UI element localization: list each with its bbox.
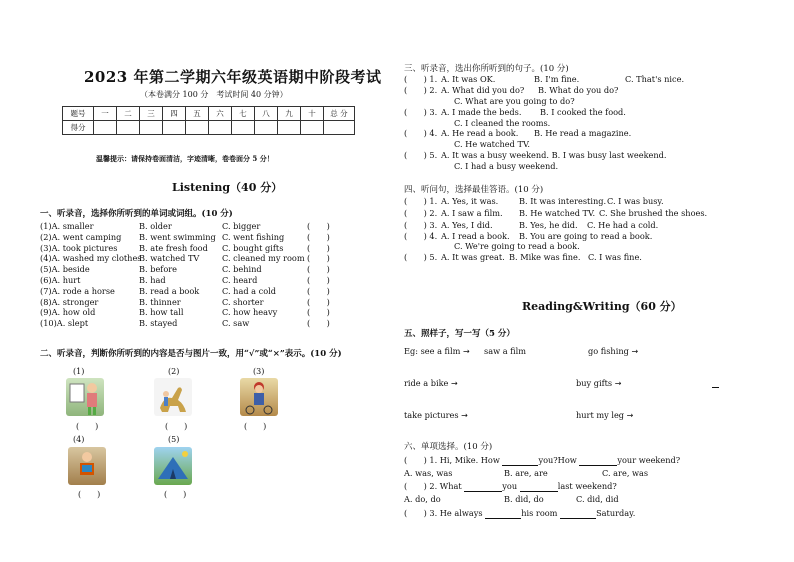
option[interactable]: A. I saw a film.: [441, 208, 503, 218]
question-text: Saturday.: [596, 508, 636, 518]
option[interactable]: C. bought gifts: [222, 242, 284, 253]
score-cell: 十: [301, 107, 324, 121]
question-number: ( ) 1.: [404, 196, 438, 206]
answer-paren[interactable]: ( ): [307, 285, 330, 296]
question-text: your weekend?: [617, 455, 681, 465]
question-number: ( ) 5.: [404, 150, 438, 160]
option[interactable]: C. He watched TV.: [454, 139, 531, 149]
arrow-icon: →: [461, 411, 468, 420]
question-number: ( ) 3.: [404, 107, 438, 117]
option[interactable]: C. had a cold: [222, 285, 277, 296]
option[interactable]: B. Mike was fine.: [509, 252, 581, 262]
score-cell: 八: [255, 107, 278, 121]
rewrite-item: [576, 410, 633, 420]
arrow-icon: →: [614, 379, 622, 388]
question-text: his room: [521, 508, 558, 518]
option[interactable]: A. Yes, it was.: [441, 196, 499, 206]
question-text: What: [439, 481, 462, 491]
answer-blank[interactable]: [560, 508, 596, 519]
answer-paren[interactable]: ( ): [307, 231, 330, 242]
rewrite-item: [404, 378, 458, 388]
question-number: ( ) 5.: [404, 252, 438, 262]
question-text: you?How: [538, 455, 577, 465]
option[interactable]: B. Yes, he did.: [519, 220, 578, 230]
option[interactable]: A. do, do: [404, 494, 441, 504]
answer-blank[interactable]: [712, 378, 719, 388]
score-cell: 七: [232, 107, 255, 121]
arrow-icon: →: [626, 411, 634, 420]
picture-label: (4): [73, 435, 85, 444]
score-input-cell[interactable]: [255, 121, 278, 135]
example-label: Eg: see a film: [404, 346, 461, 356]
question-number: ( ) 4.: [404, 231, 438, 241]
answer-blank[interactable]: [520, 481, 558, 492]
score-input-cell[interactable]: [324, 121, 355, 135]
option[interactable]: (7)A. rode a horse: [40, 285, 115, 296]
section-4-heading: 四、听问句，选择最佳答语。(10 分): [404, 185, 544, 195]
answer-blank[interactable]: [579, 455, 617, 466]
score-input-cell[interactable]: [94, 121, 117, 135]
option[interactable]: (5)A. beside: [40, 264, 90, 275]
score-input-cell[interactable]: [186, 121, 209, 135]
score-cell: 二: [117, 107, 140, 121]
question-number: ( ) 1.: [404, 455, 438, 465]
score-input-cell[interactable]: [140, 121, 163, 135]
option[interactable]: B. He read a magazine.: [534, 128, 632, 138]
answer-paren[interactable]: ( ): [76, 422, 99, 431]
answer-paren[interactable]: ( ): [307, 253, 330, 264]
rewrite-item-text: go fishing: [588, 346, 629, 356]
score-cell: 九: [278, 107, 301, 121]
answer-paren[interactable]: ( ): [165, 422, 188, 431]
option[interactable]: C. cleaned my room: [222, 253, 305, 264]
answer-paren[interactable]: ( ): [307, 242, 330, 253]
option[interactable]: (1)A. smaller: [40, 221, 94, 231]
score-input-cell[interactable]: [278, 121, 301, 135]
score-cell: 总 分: [324, 107, 355, 121]
option[interactable]: C. We're going to read a book.: [454, 241, 580, 251]
section-3-heading: 三、听录音，选出你所听到的句子。(10 分): [404, 64, 569, 74]
option[interactable]: B. It was interesting.: [519, 196, 607, 206]
rewrite-item: [588, 346, 638, 356]
option[interactable]: C. He had a cold.: [587, 220, 659, 230]
score-input-cell[interactable]: [209, 121, 232, 135]
option[interactable]: C. shorter: [222, 296, 264, 307]
option[interactable]: (8)A. stronger: [40, 296, 99, 307]
score-cell: 三: [140, 107, 163, 121]
exam-subtitle: （本卷满分 100 分 考试时间 40 分钟）: [140, 90, 288, 99]
answer-paren[interactable]: ( ): [307, 296, 330, 307]
question-number: ( ) 4.: [404, 128, 438, 138]
arrow-icon: →: [631, 347, 639, 356]
picture-label: (5): [168, 435, 180, 444]
option[interactable]: C. I was busy.: [607, 196, 664, 206]
option[interactable]: (4)A. washed my clothes: [40, 253, 142, 264]
option[interactable]: (6)A. hurt: [40, 275, 81, 285]
score-table-score-row: [63, 121, 355, 135]
answer-paren[interactable]: ( ): [164, 490, 187, 499]
section-6-heading: 六、单项选择。(10 分): [404, 442, 493, 452]
answer-paren[interactable]: ( ): [78, 490, 101, 499]
picture-3-girl-with-bike: [240, 378, 278, 416]
option[interactable]: A. It was a busy weekend. B. I was busy last weekend.: [441, 150, 667, 160]
question-text: last weekend?: [557, 481, 617, 491]
option[interactable]: (3)A. took pictures: [40, 242, 118, 253]
answer-paren[interactable]: ( ): [244, 422, 267, 431]
reading-writing-title: Reading&Writing（60 分）: [522, 300, 682, 313]
option[interactable]: C. She brushed the shoes.: [599, 208, 708, 218]
answer-blank[interactable]: [485, 508, 521, 519]
picture-label: (3): [253, 367, 265, 376]
answer-paren[interactable]: ( ): [307, 264, 330, 275]
option[interactable]: B. did, do: [504, 494, 544, 504]
rewrite-item-text: hurt my leg: [576, 410, 625, 420]
option[interactable]: C. are, was: [602, 468, 649, 478]
rewrite-item-text: buy gifts: [576, 378, 613, 388]
question-text: Hi, Mike. How: [439, 455, 500, 465]
picture-2-dinosaur: [154, 378, 192, 416]
option[interactable]: B. I'm fine.: [534, 74, 580, 84]
option[interactable]: C. behind: [222, 264, 262, 275]
score-input-cell[interactable]: [232, 121, 255, 135]
listening-title: Listening（40 分）: [172, 181, 283, 194]
question-6-3: [404, 508, 635, 519]
question-number: ( ) 3.: [404, 220, 438, 230]
option[interactable]: C. how heavy: [222, 307, 278, 318]
option[interactable]: B. went swimming: [139, 231, 216, 242]
option[interactable]: B. You are going to read a book.: [519, 231, 653, 241]
question-text: you: [502, 481, 518, 491]
score-cell: 六: [209, 107, 232, 121]
option[interactable]: C. That's nice.: [625, 74, 685, 84]
rewrite-item-text: take pictures: [404, 410, 459, 420]
score-table-header-row: [63, 107, 355, 121]
option[interactable]: C. did, did: [576, 494, 619, 504]
option[interactable]: (9)A. how old: [40, 307, 96, 318]
option[interactable]: B. read a book: [139, 285, 200, 296]
option[interactable]: C. I had a busy weekend.: [454, 161, 559, 171]
arrow-icon: →: [450, 379, 458, 388]
score-input-cell[interactable]: [117, 121, 140, 135]
option[interactable]: C. I cleaned the rooms.: [454, 118, 551, 128]
option[interactable]: A. It was OK.: [441, 74, 496, 84]
score-cell: 题号: [63, 107, 94, 121]
picture-label: (1): [73, 367, 85, 376]
option[interactable]: A. I made the beds.: [441, 107, 522, 117]
score-input-cell[interactable]: [163, 121, 186, 135]
score-cell: 四: [163, 107, 186, 121]
option[interactable]: B. how tall: [139, 307, 184, 318]
option[interactable]: C. saw: [222, 318, 250, 329]
option[interactable]: (10)A. slept: [40, 318, 89, 329]
arrow-icon: →: [463, 347, 470, 356]
answer-paren[interactable]: ( ): [307, 275, 330, 285]
question-6-1: [404, 455, 680, 466]
option[interactable]: C. went fishing: [222, 231, 285, 242]
option[interactable]: B. He watched TV.: [519, 208, 596, 218]
score-cell: 五: [186, 107, 209, 121]
question-number: ( ) 2.: [404, 85, 438, 95]
question-number: ( ) 1.: [404, 74, 438, 84]
option[interactable]: (2)A. went camping: [40, 231, 122, 242]
answer-blank[interactable]: [502, 455, 538, 466]
option[interactable]: A. was, was: [404, 468, 453, 478]
option[interactable]: B. What do you do?: [538, 85, 619, 95]
option[interactable]: C. What are you going to do?: [454, 96, 575, 106]
picture-label: (2): [168, 367, 180, 376]
section-5-example: [404, 346, 470, 356]
question-number: ( ) 2.: [404, 481, 438, 491]
picture-5-camping-tent: [154, 447, 192, 485]
option[interactable]: B. stayed: [139, 318, 178, 329]
rewrite-item: [404, 410, 468, 420]
exam-title: 2023 年第二学期六年级英语期中阶段考试: [84, 68, 382, 86]
rewrite-item: [576, 378, 621, 388]
option[interactable]: A. Yes, I did.: [441, 220, 493, 230]
picture-1-girl-drawing: [66, 378, 104, 416]
question-text: He always: [439, 508, 483, 518]
option[interactable]: B. watched TV: [139, 253, 200, 264]
score-table: [62, 106, 355, 135]
option[interactable]: A. I read a book.: [441, 231, 510, 241]
question-number: ( ) 3.: [404, 508, 438, 518]
section-5-heading: 五、照样子，写一写（5 分）: [404, 329, 515, 339]
option[interactable]: B. had: [139, 275, 166, 285]
rewrite-item-text: ride a bike: [404, 378, 449, 388]
score-cell: 一: [94, 107, 117, 121]
option[interactable]: B. I cooked the food.: [540, 107, 626, 117]
option[interactable]: C. bigger: [222, 221, 261, 231]
option[interactable]: C. heard: [222, 275, 258, 285]
score-input-cell[interactable]: [301, 121, 324, 135]
option[interactable]: A. It was great.: [441, 252, 505, 262]
reminder-text: 温馨提示：请保持卷面清洁，字迹清晰，卷卷面分 5 分！: [96, 154, 274, 163]
option[interactable]: C. I was fine.: [588, 252, 642, 262]
option[interactable]: A. He read a book.: [441, 128, 519, 138]
answer-blank[interactable]: [464, 481, 502, 492]
option[interactable]: B. older: [139, 221, 172, 231]
option[interactable]: B. thinner: [139, 296, 181, 307]
option[interactable]: B. ate fresh food: [139, 242, 208, 253]
question-number: ( ) 2.: [404, 208, 438, 218]
answer-paren[interactable]: ( ): [307, 221, 330, 231]
section-1-heading: 一、听录音，选择你所听到的单词或词组。(10 分): [40, 209, 233, 219]
option[interactable]: B. are, are: [504, 468, 548, 478]
answer-paren[interactable]: ( ): [307, 318, 330, 329]
answer-paren[interactable]: ( ): [307, 307, 330, 318]
example-answer: saw a film: [484, 346, 527, 356]
option[interactable]: A. What did you do?: [441, 85, 525, 95]
picture-4-boy-reading: [68, 447, 106, 485]
question-6-2: [404, 481, 617, 492]
score-row-label: 得分: [63, 121, 94, 135]
section-2-heading: 二、听录音，判断你所听到的内容是否与图片一致，用“√”或“×”表示。(10 分): [40, 349, 342, 359]
option[interactable]: B. before: [139, 264, 178, 275]
